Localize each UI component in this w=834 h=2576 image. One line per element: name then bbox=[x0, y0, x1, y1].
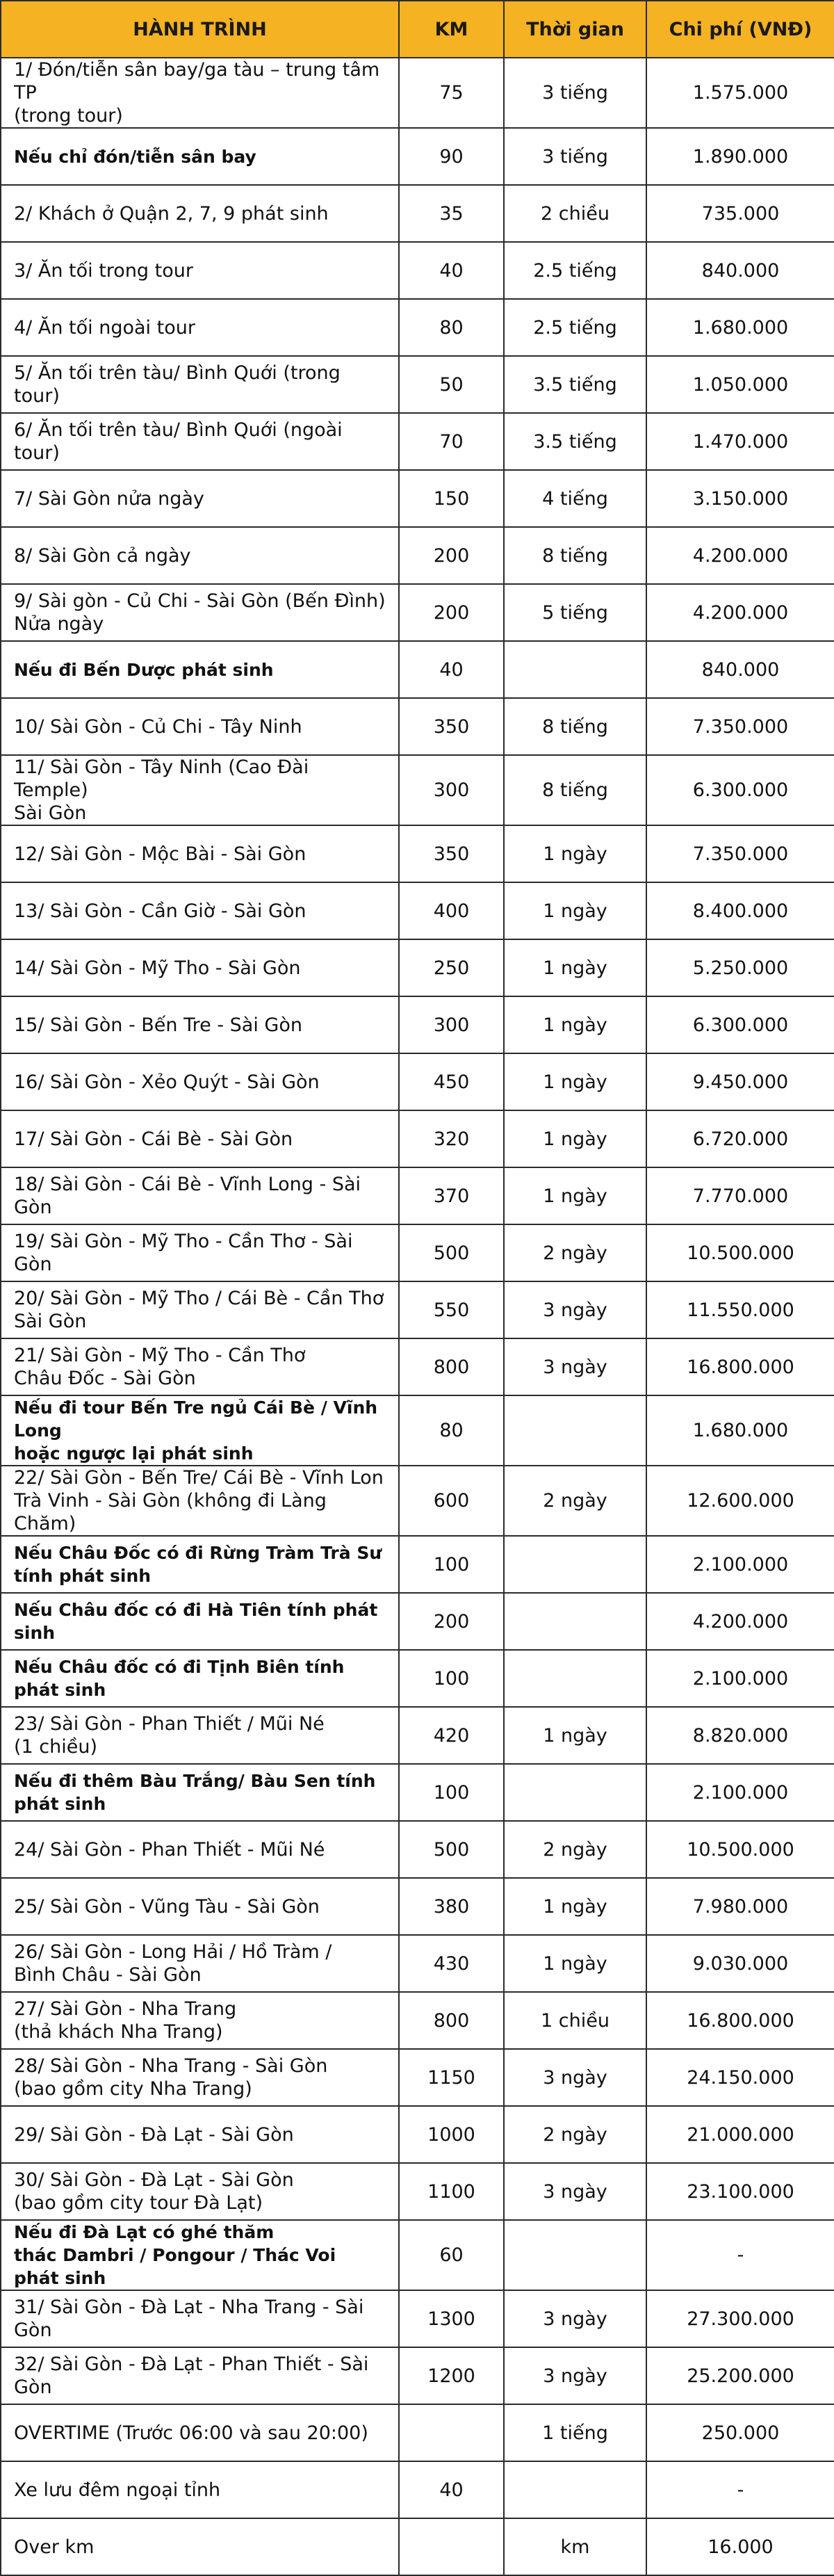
price-cell: 3.150.000 bbox=[646, 470, 834, 527]
route-cell: 27/ Sài Gòn - Nha Trang (thả khách Nha Trang) bbox=[1, 1992, 399, 2049]
km-cell: 60 bbox=[399, 2220, 504, 2290]
price-cell: 6.720.000 bbox=[646, 1110, 834, 1167]
table-row bbox=[1, 2347, 834, 2404]
time-cell: 3.5 tiếng bbox=[504, 413, 646, 470]
km-cell bbox=[399, 2518, 504, 2575]
time-cell: 1 tiếng bbox=[504, 2404, 646, 2461]
time-cell: 1 ngày bbox=[504, 996, 646, 1053]
route-cell: 8/ Sài Gòn cả ngày bbox=[1, 527, 399, 584]
price-cell: 12.600.000 bbox=[646, 1466, 834, 1536]
price-cell: 840.000 bbox=[646, 641, 834, 698]
km-cell: 600 bbox=[399, 1466, 504, 1536]
price-cell: 25.200.000 bbox=[646, 2347, 834, 2404]
km-cell: 370 bbox=[399, 1167, 504, 1224]
time-cell: 3 ngày bbox=[504, 1281, 646, 1338]
time-cell bbox=[504, 1536, 646, 1593]
table-row-note bbox=[1, 1764, 834, 1821]
km-cell: 1000 bbox=[399, 2106, 504, 2163]
route-cell: 13/ Sài Gòn - Cần Giờ - Sài Gòn bbox=[1, 882, 399, 939]
table-row bbox=[1, 698, 834, 755]
time-cell: 8 tiếng bbox=[504, 755, 646, 825]
price-cell: 11.550.000 bbox=[646, 1281, 834, 1338]
price-cell: 1.050.000 bbox=[646, 356, 834, 413]
price-cell: 10.500.000 bbox=[646, 1224, 834, 1281]
km-cell: 100 bbox=[399, 1764, 504, 1821]
time-cell bbox=[504, 2220, 646, 2290]
km-cell: 500 bbox=[399, 1821, 504, 1878]
time-cell: 3 ngày bbox=[504, 2163, 646, 2220]
price-cell: 2.100.000 bbox=[646, 1764, 834, 1821]
table-row bbox=[1, 1935, 834, 1992]
km-cell: 40 bbox=[399, 641, 504, 698]
route-cell: 4/ Ăn tối ngoài tour bbox=[1, 299, 399, 356]
route-cell: 15/ Sài Gòn - Bến Tre - Sài Gòn bbox=[1, 996, 399, 1053]
route-cell: 6/ Ăn tối trên tàu/ Bình Quới (ngoài tour) bbox=[1, 413, 399, 470]
price-cell: 6.300.000 bbox=[646, 755, 834, 825]
route-cell: 21/ Sài Gòn - Mỹ Tho - Cần Thơ Châu Đốc - Sài Gòn bbox=[1, 1338, 399, 1395]
route-cell: Over km bbox=[1, 2518, 399, 2575]
route-cell: 12/ Sài Gòn - Mộc Bài - Sài Gòn bbox=[1, 825, 399, 882]
price-cell: 2.100.000 bbox=[646, 1650, 834, 1707]
price-cell: 1.680.000 bbox=[646, 1395, 834, 1466]
route-cell: 2/ Khách ở Quận 2, 7, 9 phát sinh bbox=[1, 185, 399, 242]
header-row bbox=[1, 1, 834, 58]
km-cell: 1200 bbox=[399, 2347, 504, 2404]
table-row bbox=[1, 185, 834, 242]
table-row bbox=[1, 1992, 834, 2049]
time-cell: 3 ngày bbox=[504, 2290, 646, 2347]
km-cell: 1300 bbox=[399, 2290, 504, 2347]
price-cell: 7.980.000 bbox=[646, 1878, 834, 1935]
km-cell: 70 bbox=[399, 413, 504, 470]
km-cell: 75 bbox=[399, 58, 504, 128]
table-row bbox=[1, 939, 834, 996]
km-cell: 200 bbox=[399, 527, 504, 584]
price-cell: 1.890.000 bbox=[646, 128, 834, 185]
km-cell: 200 bbox=[399, 1593, 504, 1650]
route-cell: 25/ Sài Gòn - Vũng Tàu - Sài Gòn bbox=[1, 1878, 399, 1935]
time-cell: 2.5 tiếng bbox=[504, 242, 646, 299]
table-row bbox=[1, 1224, 834, 1281]
price-cell: 16.800.000 bbox=[646, 1992, 834, 2049]
time-cell: 3.5 tiếng bbox=[504, 356, 646, 413]
table-row bbox=[1, 2163, 834, 2220]
time-cell: 1 chiều bbox=[504, 1992, 646, 2049]
route-cell: Nếu đi Bến Dược phát sinh bbox=[1, 641, 399, 698]
price-cell: 840.000 bbox=[646, 242, 834, 299]
km-cell: 380 bbox=[399, 1878, 504, 1935]
table-row bbox=[1, 1167, 834, 1224]
km-cell: 250 bbox=[399, 939, 504, 996]
route-cell: 22/ Sài Gòn - Bến Tre/ Cái Bè - Vĩnh Lon Trà Vinh - Sài Gòn (không đi Làng Chăm) bbox=[1, 1466, 399, 1536]
route-cell: Nếu chỉ đón/tiễn sân bay bbox=[1, 128, 399, 185]
time-cell bbox=[504, 1650, 646, 1707]
header-route: HÀNH TRÌNH bbox=[1, 1, 399, 58]
time-cell: 2 ngày bbox=[504, 1466, 646, 1536]
route-cell: Xe lưu đêm ngoại tỉnh bbox=[1, 2461, 399, 2518]
km-cell: 200 bbox=[399, 584, 504, 641]
price-cell: 735.000 bbox=[646, 185, 834, 242]
table-row bbox=[1, 1281, 834, 1338]
price-cell: 7.350.000 bbox=[646, 698, 834, 755]
route-cell: 19/ Sài Gòn - Mỹ Tho - Cần Thơ - Sài Gòn bbox=[1, 1224, 399, 1281]
time-cell: 1 ngày bbox=[504, 1935, 646, 1992]
table-row bbox=[1, 1110, 834, 1167]
route-cell: Nếu Châu đốc có đi Tịnh Biên tính phát sinh bbox=[1, 1650, 399, 1707]
km-cell: 300 bbox=[399, 755, 504, 825]
table-row-note bbox=[1, 1536, 834, 1593]
time-cell: 1 ngày bbox=[504, 1167, 646, 1224]
route-cell: 20/ Sài Gòn - Mỹ Tho / Cái Bè - Cần Thơ Sài Gòn bbox=[1, 1281, 399, 1338]
km-cell: 300 bbox=[399, 996, 504, 1053]
route-cell: 14/ Sài Gòn - Mỹ Tho - Sài Gòn bbox=[1, 939, 399, 996]
km-cell: 50 bbox=[399, 356, 504, 413]
km-cell: 420 bbox=[399, 1707, 504, 1764]
price-cell: 23.100.000 bbox=[646, 2163, 834, 2220]
time-cell bbox=[504, 641, 646, 698]
time-cell: 1 ngày bbox=[504, 939, 646, 996]
table-row bbox=[1, 1878, 834, 1935]
time-cell: 2.5 tiếng bbox=[504, 299, 646, 356]
price-cell: 7.350.000 bbox=[646, 825, 834, 882]
price-cell: 16.800.000 bbox=[646, 1338, 834, 1395]
price-cell: 8.820.000 bbox=[646, 1707, 834, 1764]
table-row bbox=[1, 2290, 834, 2347]
time-cell: 3 ngày bbox=[504, 2347, 646, 2404]
km-cell: 450 bbox=[399, 1053, 504, 1110]
km-cell: 35 bbox=[399, 185, 504, 242]
km-cell: 320 bbox=[399, 1110, 504, 1167]
time-cell: 2 ngày bbox=[504, 1821, 646, 1878]
price-cell: 27.300.000 bbox=[646, 2290, 834, 2347]
price-cell: 6.300.000 bbox=[646, 996, 834, 1053]
table-row bbox=[1, 755, 834, 825]
table-row bbox=[1, 356, 834, 413]
time-cell: 8 tiếng bbox=[504, 527, 646, 584]
price-cell: 1.470.000 bbox=[646, 413, 834, 470]
route-cell: Nếu đi tour Bến Tre ngủ Cái Bè / Vĩnh Long hoặc ngược lại phát sinh bbox=[1, 1395, 399, 1466]
time-cell: 8 tiếng bbox=[504, 698, 646, 755]
km-cell: 150 bbox=[399, 470, 504, 527]
table-row bbox=[1, 996, 834, 1053]
route-cell: 32/ Sài Gòn - Đà Lạt - Phan Thiết - Sài Gòn bbox=[1, 2347, 399, 2404]
km-cell: 80 bbox=[399, 1395, 504, 1466]
table-row-note bbox=[1, 2220, 834, 2290]
time-cell: km bbox=[504, 2518, 646, 2575]
table-row-note bbox=[1, 1395, 834, 1466]
time-cell: 3 tiếng bbox=[504, 58, 646, 128]
price-cell: 4.200.000 bbox=[646, 584, 834, 641]
table-row bbox=[1, 2518, 834, 2575]
route-cell: 28/ Sài Gòn - Nha Trang - Sài Gòn (bao gồm city Nha Trang) bbox=[1, 2049, 399, 2106]
route-cell: 9/ Sài gòn - Củ Chi - Sài Gòn (Bến Đình) Nửa ngày bbox=[1, 584, 399, 641]
table-row bbox=[1, 58, 834, 128]
time-cell: 5 tiếng bbox=[504, 584, 646, 641]
route-cell: 23/ Sài Gòn - Phan Thiết / Mũi Né (1 chiều) bbox=[1, 1707, 399, 1764]
table-row bbox=[1, 413, 834, 470]
table-row bbox=[1, 825, 834, 882]
route-cell: OVERTIME (Trước 06:00 và sau 20:00) bbox=[1, 2404, 399, 2461]
km-cell: 500 bbox=[399, 1224, 504, 1281]
route-cell: 7/ Sài Gòn nửa ngày bbox=[1, 470, 399, 527]
price-cell: 24.150.000 bbox=[646, 2049, 834, 2106]
price-cell: 5.250.000 bbox=[646, 939, 834, 996]
route-cell: 11/ Sài Gòn - Tây Ninh (Cao Đài Temple) Sài Gòn bbox=[1, 755, 399, 825]
route-cell: 16/ Sài Gòn - Xẻo Quýt - Sài Gòn bbox=[1, 1053, 399, 1110]
route-cell: Nếu Châu Đốc có đi Rừng Tràm Trà Sư tính phát sinh bbox=[1, 1536, 399, 1593]
table-row bbox=[1, 1338, 834, 1395]
km-cell: 800 bbox=[399, 1992, 504, 2049]
time-cell bbox=[504, 2461, 646, 2518]
table-row bbox=[1, 2461, 834, 2518]
table-row bbox=[1, 527, 834, 584]
time-cell bbox=[504, 1593, 646, 1650]
route-cell: 26/ Sài Gòn - Long Hải / Hồ Tràm / Bình Châu - Sài Gòn bbox=[1, 1935, 399, 1992]
price-cell: 8.400.000 bbox=[646, 882, 834, 939]
table-row-note bbox=[1, 128, 834, 185]
time-cell: 1 ngày bbox=[504, 1707, 646, 1764]
route-cell: 18/ Sài Gòn - Cái Bè - Vĩnh Long - Sài Gòn bbox=[1, 1167, 399, 1224]
time-cell: 1 ngày bbox=[504, 1110, 646, 1167]
table-row-note bbox=[1, 1650, 834, 1707]
time-cell: 2 ngày bbox=[504, 1224, 646, 1281]
route-cell: 1/ Đón/tiễn sân bay/ga tàu – trung tâm TP (trong tour) bbox=[1, 58, 399, 128]
time-cell: 4 tiếng bbox=[504, 470, 646, 527]
table-row bbox=[1, 299, 834, 356]
km-cell: 1150 bbox=[399, 2049, 504, 2106]
time-cell: 2 chiều bbox=[504, 185, 646, 242]
km-cell: 400 bbox=[399, 882, 504, 939]
km-cell: 350 bbox=[399, 698, 504, 755]
table-row-note bbox=[1, 641, 834, 698]
km-cell: 40 bbox=[399, 2461, 504, 2518]
price-cell: 1.680.000 bbox=[646, 299, 834, 356]
time-cell: 1 ngày bbox=[504, 1053, 646, 1110]
header-price: Chi phí (VNĐ) bbox=[646, 1, 834, 58]
km-cell: 100 bbox=[399, 1650, 504, 1707]
table-row bbox=[1, 1466, 834, 1536]
price-cell: 16.000 bbox=[646, 2518, 834, 2575]
table-row bbox=[1, 1053, 834, 1110]
km-cell: 90 bbox=[399, 128, 504, 185]
time-cell: 3 tiếng bbox=[504, 128, 646, 185]
route-cell: 30/ Sài Gòn - Đà Lạt - Sài Gòn (bao gồm city tour Đà Lạt) bbox=[1, 2163, 399, 2220]
time-cell: 3 ngày bbox=[504, 2049, 646, 2106]
price-cell: 9.450.000 bbox=[646, 1053, 834, 1110]
time-cell: 3 ngày bbox=[504, 1338, 646, 1395]
table-row bbox=[1, 242, 834, 299]
km-cell: 40 bbox=[399, 242, 504, 299]
time-cell: 1 ngày bbox=[504, 825, 646, 882]
table-row bbox=[1, 882, 834, 939]
price-cell: 4.200.000 bbox=[646, 1593, 834, 1650]
route-cell: 29/ Sài Gòn - Đà Lạt - Sài Gòn bbox=[1, 2106, 399, 2163]
km-cell: 800 bbox=[399, 1338, 504, 1395]
price-cell: - bbox=[646, 2220, 834, 2290]
price-cell: 10.500.000 bbox=[646, 1821, 834, 1878]
km-cell: 430 bbox=[399, 1935, 504, 1992]
km-cell: 80 bbox=[399, 299, 504, 356]
route-cell: Nếu đi thêm Bàu Trắng/ Bàu Sen tính phát sinh bbox=[1, 1764, 399, 1821]
price-cell: 4.200.000 bbox=[646, 527, 834, 584]
route-cell: Nếu đi Đà Lạt có ghé thăm thác Dambri / Pongour / Thác Voi phát sinh bbox=[1, 2220, 399, 2290]
km-cell: 100 bbox=[399, 1536, 504, 1593]
route-cell: 5/ Ăn tối trên tàu/ Bình Quới (trong tour) bbox=[1, 356, 399, 413]
price-cell: 2.100.000 bbox=[646, 1536, 834, 1593]
route-cell: 24/ Sài Gòn - Phan Thiết - Mũi Né bbox=[1, 1821, 399, 1878]
route-cell: 3/ Ăn tối trong tour bbox=[1, 242, 399, 299]
header-time: Thời gian bbox=[504, 1, 646, 58]
table-row-note bbox=[1, 1593, 834, 1650]
table-row bbox=[1, 1821, 834, 1878]
route-cell: 31/ Sài Gòn - Đà Lạt - Nha Trang - Sài Gòn bbox=[1, 2290, 399, 2347]
time-cell bbox=[504, 1764, 646, 1821]
time-cell: 1 ngày bbox=[504, 1878, 646, 1935]
time-cell: 1 ngày bbox=[504, 882, 646, 939]
table-body bbox=[1, 58, 834, 2575]
km-cell: 350 bbox=[399, 825, 504, 882]
km-cell bbox=[399, 2404, 504, 2461]
table-row bbox=[1, 2106, 834, 2163]
table-row bbox=[1, 2404, 834, 2461]
price-cell: 1.575.000 bbox=[646, 58, 834, 128]
table-row bbox=[1, 1707, 834, 1764]
route-cell: 17/ Sài Gòn - Cái Bè - Sài Gòn bbox=[1, 1110, 399, 1167]
route-cell: Nếu Châu đốc có đi Hà Tiên tính phát sinh bbox=[1, 1593, 399, 1650]
time-cell: 2 ngày bbox=[504, 2106, 646, 2163]
price-cell: 7.770.000 bbox=[646, 1167, 834, 1224]
time-cell bbox=[504, 1395, 646, 1466]
header-km: KM bbox=[399, 1, 504, 58]
price-cell: 21.000.000 bbox=[646, 2106, 834, 2163]
table-row bbox=[1, 584, 834, 641]
km-cell: 1100 bbox=[399, 2163, 504, 2220]
table-row bbox=[1, 2049, 834, 2106]
table-row bbox=[1, 470, 834, 527]
price-cell: 9.030.000 bbox=[646, 1935, 834, 1992]
price-cell: 250.000 bbox=[646, 2404, 834, 2461]
route-cell: 10/ Sài Gòn - Củ Chi - Tây Ninh bbox=[1, 698, 399, 755]
km-cell: 550 bbox=[399, 1281, 504, 1338]
price-cell: - bbox=[646, 2461, 834, 2518]
